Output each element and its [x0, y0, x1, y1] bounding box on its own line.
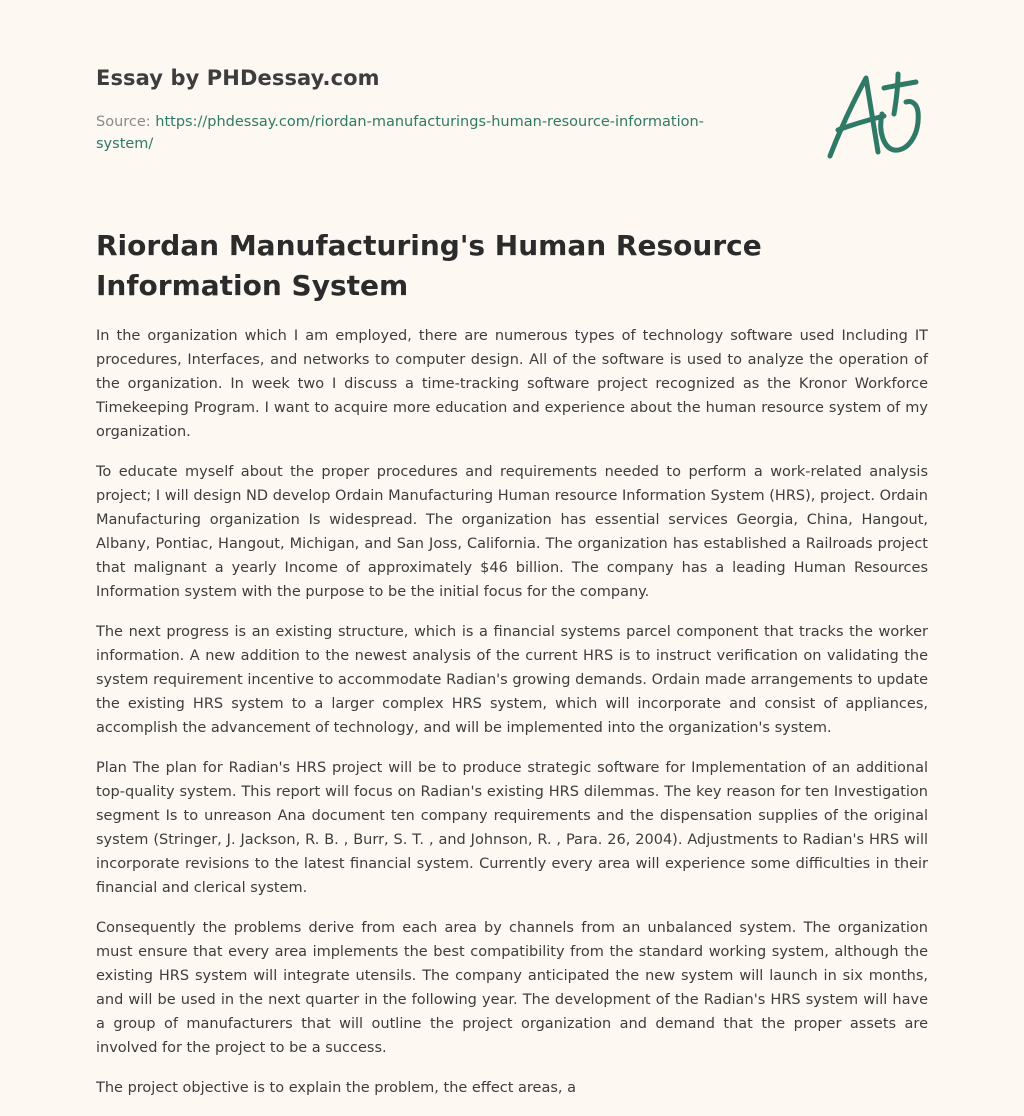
essay-paragraph: Plan The plan for Radian's HRS project will be to produce strategic software for Implementation of an additional top-quality system. This report will focus on Radian's existing HRS dilemmas. The key reason for ten Investigation segment Is to unreason Ana document ten company requirements and the dispensation supplies of the original system (Stringer, J. Jackson, R. B. , Burr, S. T. , and Johnson, R. , Para. 26, 2004). Adjustments to Radian's HRS will incorporate revisions to the latest financial system. Currently every area will experience some difficulties in their financial and clerical system. [96, 760, 928, 896]
essay-paragraph-truncated: The project objective is to explain the problem, the effect areas, a [96, 1080, 577, 1096]
essay-paragraph: To educate myself about the proper procedures and requirements needed to perform a work-related analysis project; I will design ND develop Ordain Manufacturing Human resource Information System (HRS), project. Ordain Manufacturing organization Is widespread. The organization has essential services Georgia, China, Hangout, Albany, Pontiac, Hangout, Michigan, and San Joss, California. The organization has established a Railroads project that malignant a yearly Income of approximately $46 billion. The company has a leading Human Resources Information system with the purpose to be the initial focus for the company. [96, 464, 928, 600]
a-plus-grade-icon [824, 68, 928, 164]
page-header [96, 0, 928, 200]
essay-page [96, 0, 928, 1096]
essay-paragraph: Consequently the problems derive from each area by channels from an unbalanced system. The organization must ensure that every area implements the best compatibility from the standard working system, although the existing HRS system will integrate utensils. The company anticipated the new system will launch in six months, and will be used in the next quarter in the following year. The development of the Radian's HRS system will have a group of manufacturers that will outline the project organization and demand that the proper assets are involved for the project to be a success. [96, 920, 928, 1056]
source-line [96, 111, 736, 155]
site-brand: Essay by PHDessay.com [96, 66, 380, 90]
source-link[interactable]: https://phdessay.com/riordan-manufacturings-human-resource-information-system/ [96, 114, 704, 152]
essay-title: Riordan Manufacturing's Human Resource Information System [96, 229, 762, 302]
essay-paragraph: In the organization which I am employed, there are numerous types of technology software used Including IT procedures, Interfaces, and networks to computer design. All of the software is used to analyze the operation of the organization. In week two I discuss a time-tracking software project recognized as the Kronor Workforce Timekeeping Program. I want to acquire more education and experience about the human resource system of my organization. [96, 328, 928, 440]
source-label: Source: [96, 114, 156, 130]
essay-body [96, 324, 928, 1116]
essay-paragraph: The next progress is an existing structure, which is a financial systems parcel component that tracks the worker information. A new addition to the newest analysis of the current HRS is to instruct verification on validating the system requirement incentive to accommodate Radian's growing demands. Ordain made arrangements to update the existing HRS system to a larger complex HRS system, which will incorporate and consist of appliances, accomplish the advancement of technology, and will be implemented into the organization's system. [96, 624, 928, 736]
